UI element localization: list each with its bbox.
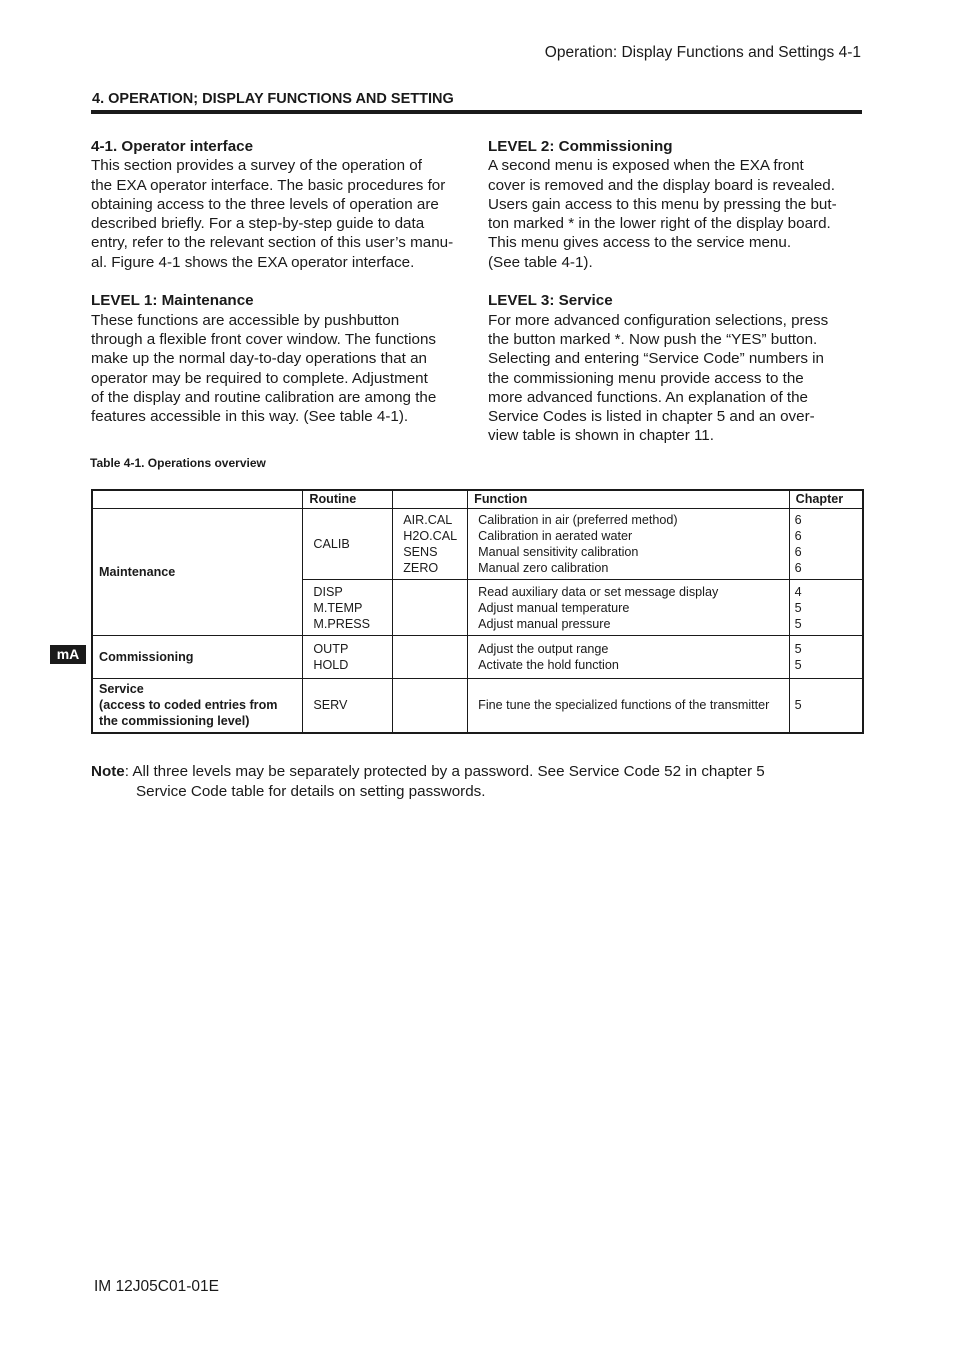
table-caption: Table 4-1. Operations overview (90, 456, 266, 470)
sub-cell: AIR.CAL H2O.CAL SENS ZERO (393, 509, 468, 580)
level-cell: Maintenance (92, 509, 303, 636)
note-line1: : All three levels may be separately protected by a password. See Service Code 52 in chapter 5 (124, 763, 765, 780)
routine-cell: SERV (303, 679, 393, 733)
header-function: Function (468, 490, 789, 509)
routine-cell: CALIB (303, 509, 393, 580)
level1-title: LEVEL 1: Maintenance (91, 292, 254, 310)
level2-title: LEVEL 2: Commissioning (488, 138, 673, 155)
operations-table (91, 489, 864, 734)
routine-cell: OUTP HOLD (303, 636, 393, 679)
running-header: Operation: Display Functions and Settings 4-1 (544, 44, 861, 61)
chapter-cell: 5 5 (789, 636, 863, 679)
chapter-cell: 5 (789, 679, 863, 733)
section-heading: 4. OPERATION; DISPLAY FUNCTIONS AND SETTING (92, 91, 454, 107)
table-row (92, 509, 863, 580)
header-routine: Routine (303, 490, 393, 509)
function-cell: Calibration in air (preferred method) Calibration in aerated water Manual sensitivity calibration Manual zero calibration (468, 509, 789, 580)
right-column (488, 137, 863, 465)
level-cell: Service (access to coded entries from the commissioning level) (92, 679, 303, 733)
function-cell: Read auxiliary data or set message display Adjust manual temperature Adjust manual pressure (468, 580, 789, 636)
operator-interface-title: 4-1. Operator interface (91, 138, 254, 155)
sub-cell (393, 679, 468, 733)
heading-rule (91, 110, 862, 114)
sub-cell (393, 580, 468, 636)
function-cell: Adjust the output range Activate the hold function (468, 636, 789, 679)
chapter-cell: 6 6 6 6 (789, 509, 863, 580)
table-row (92, 636, 863, 679)
left-column (91, 137, 466, 446)
table-row (92, 679, 863, 733)
level-cell: Commissioning (92, 636, 303, 679)
sub-cell (393, 636, 468, 679)
routine-cell: DISP M.TEMP M.PRESS (303, 580, 393, 636)
function-cell: Fine tune the specialized functions of the transmitter (468, 679, 789, 733)
level1-body: These functions are accessible by pushbutton through a flexible front cover window. The functions make up the normal day-to-day operations that an operator may be required to complete. Adjustment of the display and routine calibration are among the features accessible in this way. (See table 4-1). (91, 311, 437, 426)
header-sub (393, 490, 468, 509)
operator-interface-body: This section provides a survey of the operation of the EXA operator interface. The basic procedures for obtaining access to the three levels of operation are described briefly. For a step-by-step guide to data entry, refer to the relevant section of this user’s manu- al. Figure 4-1 shows the EXA operator interface. (91, 157, 454, 271)
section-tab-ma: mA (50, 645, 86, 664)
note-label: Note (91, 763, 125, 780)
level3-body: For more advanced configuration selections, press the button marked *. Now push the “YES” button. Selecting and entering “Service Code” numbers in the commissioning menu provide access to the more advanced functions. An explanation of the Service Codes is listed in chapter 5 and an over- view table is shown in chapter 11. (488, 311, 829, 445)
document-id: IM 12J05C01-01E (94, 1278, 219, 1295)
level2-body: A second menu is exposed when the EXA front cover is removed and the display board is revealed. Users gain access to this menu by pressing the but- ton marked * in the lower right of the display board. This menu gives access to the service menu. (See table 4-1). (488, 157, 837, 271)
chapter-cell: 4 5 5 (789, 580, 863, 636)
level3-title: LEVEL 3: Service (488, 292, 613, 310)
note-line2: Service Code table for details on setting passwords. (136, 783, 486, 800)
header-chapter: Chapter (789, 490, 863, 509)
note (91, 762, 871, 802)
header-level (92, 490, 303, 509)
table-header-row (92, 490, 863, 509)
